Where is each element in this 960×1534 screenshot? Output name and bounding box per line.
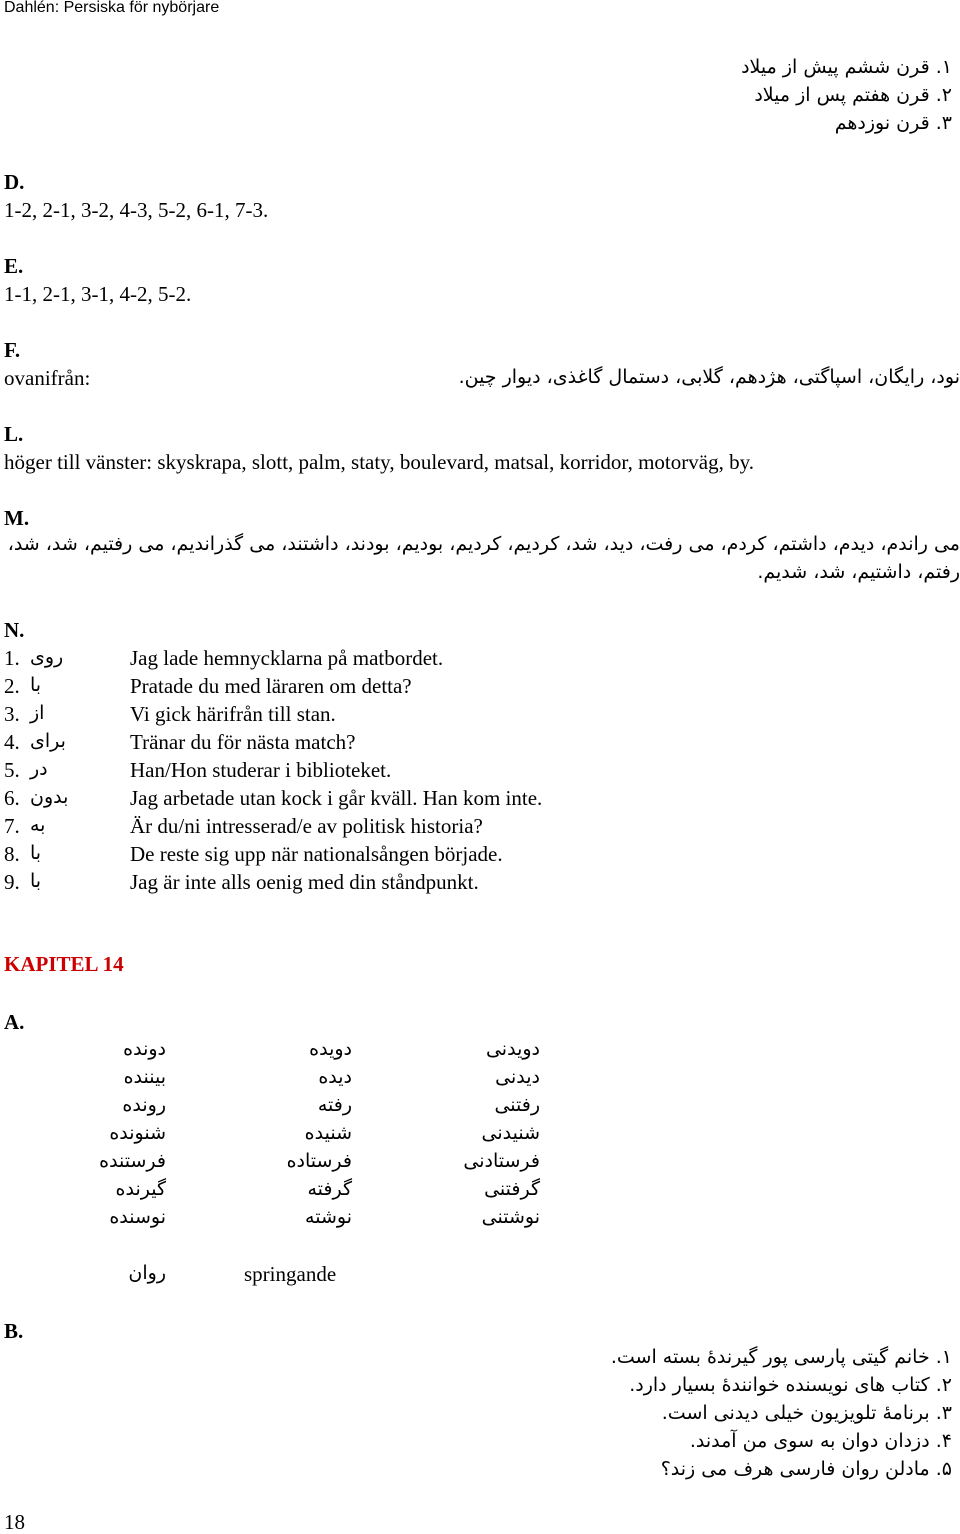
a-cell-r4-c3: شنیدنی [481, 1122, 540, 1144]
section-m-line-1: می راندم، دیدم، داشتم، کردم، می رفت، دید، شد، کردیم، کردیم، بودیم، بودند، داشتند، می گذراندیم، می رفتیم، شد، شد، [7, 533, 960, 555]
n-item-7-persian: به [30, 814, 46, 836]
n-item-1-number: 1. [4, 646, 20, 670]
n-item-8-number: 8. [4, 842, 20, 866]
top-list-item-1: ۱. قرن ششم پیش از میلاد [741, 56, 952, 78]
section-f-persian: نود، رایگان، اسپاگتی، هژدهم، گلابی، دستمال گاغذی، دیوار چین. [458, 366, 960, 388]
a-cell-r5-c3: فرستادنی [463, 1150, 540, 1172]
a-cell-r5-c2: فرستاده [286, 1150, 352, 1172]
a-cell-r7-c1: نوسنده [109, 1206, 166, 1228]
section-e-answers: 1-1, 2-1, 3-1, 4-2, 5-2. [4, 282, 192, 306]
a-cell-r2-c1: بیننده [123, 1066, 166, 1088]
n-item-7-swedish: Är du/ni intresserad/e av politisk historia? [130, 814, 483, 838]
n-item-4-number: 4. [4, 730, 20, 754]
a-cell-r3-c1: رونده [122, 1094, 166, 1116]
n-item-2-number: 2. [4, 674, 20, 698]
n-item-4-persian: برای [30, 730, 66, 752]
a-cell-r3-c3: رفتنی [494, 1094, 540, 1116]
n-item-9-persian: با [30, 870, 42, 892]
n-item-8-persian: با [30, 842, 42, 864]
running-header: Dahlén: Persiska för nybörjare [4, 0, 220, 16]
section-m-line-2: رفتم، داشتیم، شد، شدیم. [757, 561, 960, 583]
section-b-label: B. [4, 1319, 24, 1343]
section-d-label: D. [4, 170, 25, 194]
n-item-3-number: 3. [4, 702, 20, 726]
a-cell-r5-c1: فرستنده [99, 1150, 166, 1172]
n-item-3-persian: از [30, 702, 45, 724]
a-extra-persian: روان [128, 1262, 166, 1284]
n-item-8-swedish: De reste sig upp när nationalsången började. [130, 842, 503, 866]
a-cell-r1-c3: دویدنی [485, 1038, 540, 1060]
section-f-label: F. [4, 338, 21, 362]
n-item-2-persian: با [30, 674, 42, 696]
a-cell-r4-c1: شنونده [109, 1122, 166, 1144]
section-m-label: M. [4, 506, 30, 530]
n-item-3-swedish: Vi gick härifrån till stan. [130, 702, 336, 726]
a-cell-r2-c3: دیدنی [495, 1066, 540, 1088]
page-number: 18 [4, 1510, 25, 1534]
top-list-item-2: ۲. قرن هفتم پس از میلاد [754, 84, 952, 106]
b-item-1: ۱. خانم گیتی پارسی پور گیرندهٔ بسته است. [610, 1346, 952, 1368]
a-cell-r3-c2: رفته [317, 1094, 352, 1116]
n-item-4-swedish: Tränar du för nästa match? [130, 730, 356, 754]
n-item-7-number: 7. [4, 814, 20, 838]
b-item-2: ۲. کتاب های نویسنده خوانندهٔ بسیار دارد. [629, 1374, 952, 1396]
b-item-3: ۳. برنامهٔ تلویزیون خیلی دیدنی است. [661, 1402, 952, 1424]
a-cell-r7-c3: نوشتنی [481, 1206, 540, 1228]
b-item-5: ۵. مادلن روان فارسی هرف می زند؟ [660, 1458, 952, 1480]
n-item-6-swedish: Jag arbetade utan kock i går kväll. Han kom inte. [130, 786, 543, 810]
n-item-2-swedish: Pratade du med läraren om detta? [130, 674, 412, 698]
section-d-answers: 1-2, 2-1, 3-2, 4-3, 5-2, 6-1, 7-3. [4, 198, 269, 222]
a-cell-r1-c2: دویده [309, 1038, 352, 1060]
section-a-label: A. [4, 1010, 25, 1034]
n-item-5-number: 5. [4, 758, 20, 782]
a-cell-r2-c2: دیده [318, 1066, 352, 1088]
n-item-5-swedish: Han/Hon studerar i biblioteket. [130, 758, 392, 782]
section-e-label: E. [4, 254, 24, 278]
a-cell-r6-c3: گرفتنی [484, 1178, 540, 1200]
section-f-prefix: ovanifrån: [4, 366, 91, 390]
chapter-heading: KAPITEL 14 [4, 952, 124, 976]
top-list-item-3: ۳. قرن نوزدهم [834, 112, 952, 134]
n-item-6-persian: بدون [30, 786, 69, 808]
n-item-1-persian: روی [30, 646, 64, 668]
a-cell-r6-c1: گیرنده [115, 1178, 166, 1200]
n-item-9-number: 9. [4, 870, 20, 894]
a-cell-r7-c2: نوشته [305, 1206, 352, 1228]
n-item-6-number: 6. [4, 786, 20, 810]
section-n-label: N. [4, 618, 25, 642]
a-cell-r4-c2: شنیده [304, 1122, 352, 1144]
n-item-5-persian: در [30, 758, 48, 780]
n-item-1-swedish: Jag lade hemnycklarna på matbordet. [130, 646, 444, 670]
n-item-9-swedish: Jag är inte alls oenig med din ståndpunkt. [130, 870, 479, 894]
a-extra-swedish: springande [244, 1262, 337, 1286]
b-item-4: ۴. دزدان دوان به سوی من آمدند. [689, 1430, 952, 1452]
section-l-answers: höger till vänster: skyskrapa, slott, palm, staty, boulevard, matsal, korridor, motorväg, by. [4, 450, 754, 474]
a-cell-r6-c2: گرفته [307, 1178, 352, 1200]
section-l-label: L. [4, 422, 24, 446]
a-cell-r1-c1: دونده [123, 1038, 166, 1060]
